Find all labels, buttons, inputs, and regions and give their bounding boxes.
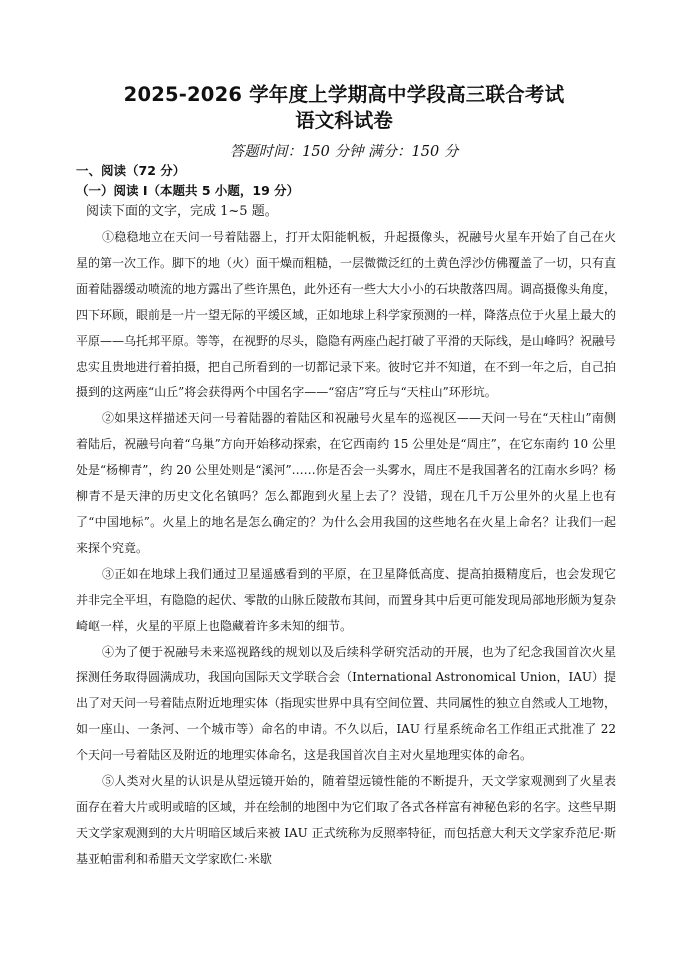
paragraph-2: ②如果这样描述天问一号着陆器的着陆区和祝融号火星车的巡视区——天问一号在“天柱山”南侧着陆后，祝融号向着“乌巢”方向开始移动探索，在它西南约 15 公里处是“周庄”，在它东南约 10 公里处是“杨柳青”，约 20 公里处则是“溪河”……你是否会一头雾水，周庄不是我国著名的江南水乡吗？杨柳青不是天津的历史文化名镇吗？怎么都跑到火星上去了？没错，现在几千万公里外的火星上也有了“中国地标”。火星上的地名是怎么确定的？为什么会用我国的这些地名在火星上命名？让我们一起来探个究竟。 [76, 411, 616, 555]
paragraph-3: ③正如在地球上我们通过卫星遥感看到的平原，在卫星降低高度、提高拍摄精度后，也会发现它并非完全平坦，有隐隐的起伏、零散的山脉丘陵散布其间，而置身其中后更可能发现局部地形颇为复杂崎岖一样，火星的平原上也隐藏着许多未知的细节。 [76, 566, 617, 633]
reading-instruction: 阅读下面的文字，完成 1~5 题。 [86, 204, 278, 219]
reading-passage [76, 225, 616, 873]
paragraph-1: ①稳稳地立在天问一号着陆器上，打开太阳能帆板，升起摄像头，祝融号火星车开始了自己在火星的第一次工作。脚下的地（火）面干燥而粗糙，一层微微泛红的土黄色浮沙仿佛覆盖了一切，只有直面着陆器缓动喷流的地方露出了些许黑色，此外还有一些大大小小的石块散落四周。调高摄像头角度，四下环顾，眼前是一片一望无际的平缓区域，正如地球上科学家预测的一样，降落点位于火星上最大的平原——乌托邦平原。等等，在视野的尽头，隐隐有两座凸起打破了平滑的天际线，是山峰吗？祝融号忠实且贵地进行着拍摄，把自己所看到的一切都记录下来。彼时它并不知道，在不到一年之后，自己拍摄到的这两座“山丘”将会获得两个中国名字——“窑店”穹丘与“天柱山”环形坑。 [76, 230, 617, 400]
section-heading: 一、阅读（72 分） [76, 163, 186, 178]
paragraph-5: ⑤人类对火星的认识是从望远镜开始的，随着望远镜性能的不断提升，天文学家观测到了火星表面存在着大片或明或暗的区域，并在绘制的地图中为它们取了各式各样富有神秘色彩的名字。这些早期天文学家观测到的大片明暗区域后来被 IAU 正式统称为反照率特征，而包括意大利天文学家乔范尼·斯基亚帕雷利和希腊天文学家欧仁·米歇 [76, 774, 617, 866]
exam-subtitle: 语文科试卷 [295, 109, 393, 132]
exam-time-score: 答题时间：150 分钟 满分：150 分 [229, 144, 459, 160]
subsection-heading: （一）阅读 I（本题共 5 小题，19 分） [76, 183, 300, 198]
paragraph-4: ④为了便于祝融号未来巡视路线的规划以及后续科学研究活动的开展，也为了纪念我国首次火星探测任务取得圆满成功，我国向国际天文学联合会（International Astronomical Union，IAU）提出了对天问一号着陆点附近地理实体（指现实世界中具有空间位置、共同属性的独立自然或人工地物，如一座山、一条河、一个城市等）命名的申请。不久以后，IAU 行星系统命名工作组正式批准了 22 个天问一号着陆区及附近的地理实体命名，这是我国首次自主对火星地理实体的命名。 [76, 644, 617, 763]
exam-title: 2025-2026 学年度上学期高中学段高三联合考试 [123, 83, 565, 106]
